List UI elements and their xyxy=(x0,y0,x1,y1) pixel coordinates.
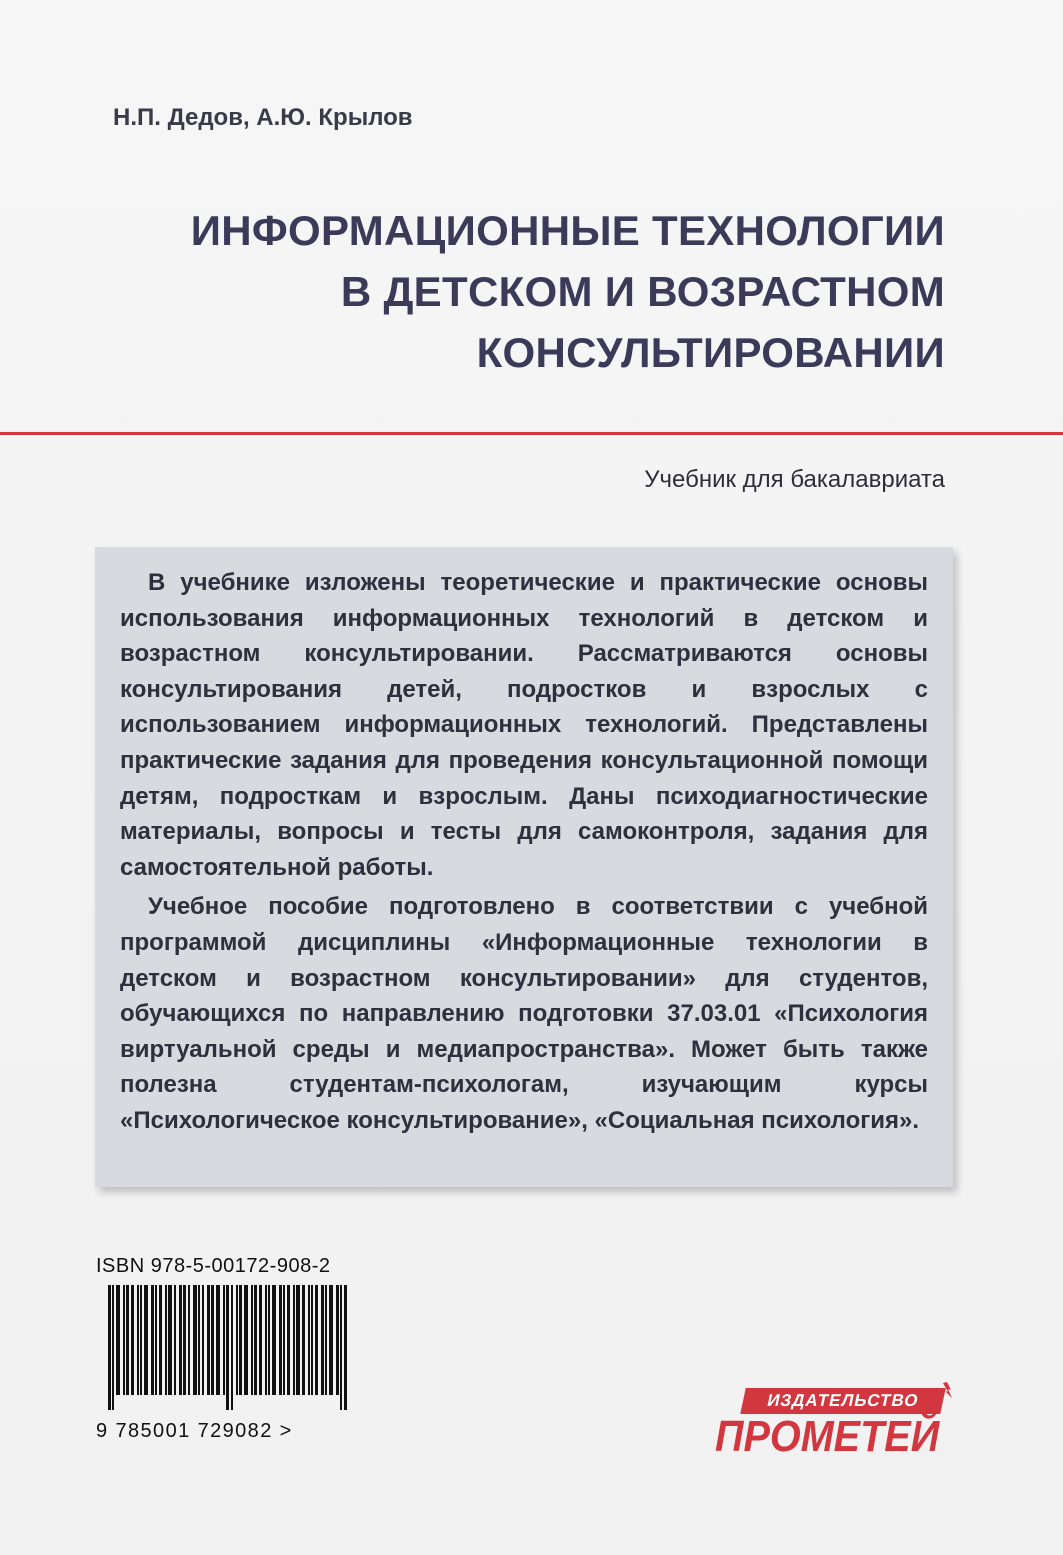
book-title xyxy=(145,200,945,383)
barcode-bar xyxy=(265,1285,267,1395)
barcode-bar xyxy=(179,1285,182,1395)
barcode-bar xyxy=(325,1285,327,1395)
title-line-3: КОНСУЛЬТИРОВАНИИ xyxy=(476,329,945,376)
barcode-bar xyxy=(340,1285,342,1410)
barcode-bar xyxy=(329,1285,333,1395)
barcode-bar xyxy=(283,1285,285,1395)
barcode-bar xyxy=(144,1285,148,1395)
barcode-bar xyxy=(198,1285,200,1395)
barcode-bar xyxy=(123,1285,125,1395)
red-divider xyxy=(0,432,1063,435)
barcode-bar xyxy=(254,1285,257,1395)
barcode-bar xyxy=(251,1285,253,1395)
book-subtitle: Учебник для бакалавриата xyxy=(644,466,945,493)
barcode-bar xyxy=(188,1285,190,1395)
barcode-bar xyxy=(239,1285,242,1395)
abstract-paragraph-2: Учебное пособие подготовлено в соответствии с учебной программой дисциплины «Информационные технологии в детском и возрастном консультировании» для студентов, обучающихся по направлению подготовки 37.03.01 «Психология виртуальной среды и медиапространства». Может быть также полезна студентам-психологам, изучающим курсы «Психологическое консультирование», «Социальная психология». xyxy=(120,893,928,1134)
barcode-bar xyxy=(137,1285,139,1395)
barcode-bar xyxy=(244,1285,248,1395)
barcode-bar xyxy=(207,1285,210,1395)
barcode-bar xyxy=(287,1285,290,1395)
flame-icon xyxy=(937,1382,957,1404)
barcode-bar xyxy=(112,1285,114,1410)
barcode-bar xyxy=(174,1285,176,1395)
barcode-bar xyxy=(311,1285,313,1395)
barcode-bar xyxy=(321,1285,324,1395)
barcode-bar xyxy=(236,1285,238,1395)
isbn-label: ISBN 978-5-00172-908-2 xyxy=(96,1255,331,1277)
title-line-1: ИНФОРМАЦИОННЫЕ ТЕХНОЛОГИИ xyxy=(190,207,945,254)
barcode-bar xyxy=(155,1285,157,1395)
barcode-bar xyxy=(193,1285,197,1395)
barcode-bar xyxy=(151,1285,154,1395)
barcode-bar xyxy=(126,1285,129,1395)
publisher-name: ПРОМЕТЕЙ xyxy=(715,1412,940,1461)
barcode-bar xyxy=(216,1285,220,1395)
barcode-bar xyxy=(344,1285,347,1410)
barcode-bar xyxy=(202,1285,204,1395)
barcode-bar xyxy=(296,1285,300,1395)
barcode-bar xyxy=(293,1285,295,1395)
barcode-bar xyxy=(183,1285,186,1395)
barcode-bar xyxy=(159,1285,162,1395)
barcode-bar xyxy=(140,1285,142,1395)
isbn-barcode xyxy=(108,1285,354,1410)
barcode-bar xyxy=(108,1285,111,1410)
barcode-bar xyxy=(231,1285,233,1410)
barcode-bar xyxy=(223,1285,225,1395)
barcode-bar xyxy=(165,1285,167,1395)
barcode-bar xyxy=(302,1285,305,1395)
authors: Н.П. Дедов, А.Ю. Крылов xyxy=(113,104,413,131)
barcode-bar xyxy=(279,1285,282,1395)
barcode-bar xyxy=(168,1285,172,1395)
barcode-bar xyxy=(272,1285,276,1395)
barcode-digits: 9 785001 729082 > xyxy=(96,1420,293,1442)
barcode-bar xyxy=(308,1285,310,1395)
barcode-bar xyxy=(131,1285,134,1395)
publisher-top-label: ИЗДАТЕЛЬСТВО xyxy=(740,1388,946,1414)
abstract-text xyxy=(120,565,928,1143)
abstract-paragraph-1: В учебнике изложены теоретические и практические основы использования информационных технологий в детском и возрастном консультировании. Рассматриваются основы консультирования детей, подростков и взрослых с использованием информационных технологий. Представлены практические задания для проведения консультационной помощи детям, подросткам и взрослым. Даны психодиагностические материалы, вопросы и тесты для самоконтроля, задания для самостоятельной работы. xyxy=(120,569,928,881)
barcode-bar xyxy=(259,1285,262,1395)
barcode-bar xyxy=(211,1285,214,1395)
abstract-panel xyxy=(95,547,953,1187)
barcode-bar xyxy=(336,1285,339,1395)
barcode-bar xyxy=(226,1285,229,1410)
barcode-bar xyxy=(315,1285,318,1395)
barcode-bar xyxy=(268,1285,270,1395)
title-line-2: В ДЕТСКОМ И ВОЗРАСТНОМ xyxy=(340,268,945,315)
publisher-logo xyxy=(715,1388,975,1468)
barcode-bar xyxy=(116,1285,120,1395)
